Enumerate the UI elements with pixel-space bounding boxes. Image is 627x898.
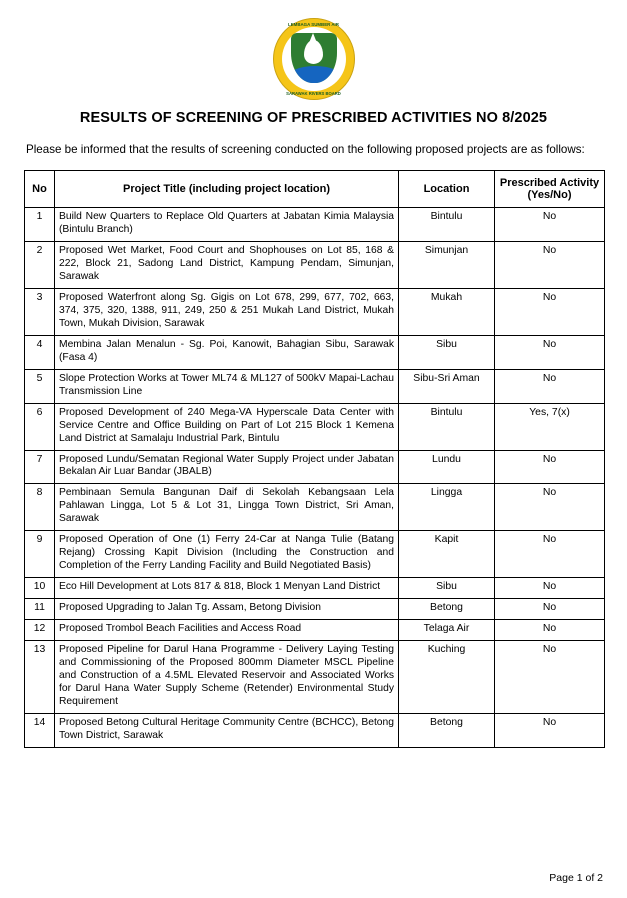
cell-no: 14 xyxy=(25,714,55,748)
table-row xyxy=(25,450,605,484)
logo-water-drop-icon xyxy=(304,40,323,64)
table-header-row xyxy=(25,170,605,207)
table-row xyxy=(25,288,605,335)
screening-results-table xyxy=(24,170,605,748)
table-row xyxy=(25,335,605,369)
cell-no: 6 xyxy=(25,403,55,450)
cell-prescribed-activity: No xyxy=(495,207,605,241)
table-row xyxy=(25,241,605,288)
cell-project-title: Proposed Wet Market, Food Court and Shophouses on Lot 85, 168 & 222, Block 21, Sadong Land District, Kampung Pendam, Simunjan, Sarawak xyxy=(55,241,399,288)
cell-project-title: Proposed Pipeline for Darul Hana Programme - Delivery Laying Testing and Commissioning of the Proposed 800mm Diameter MSCL Pipeline and Construction of a 4.5ML Elevated Reservoir and Associated Works for Darul Hana Water Supply Scheme (Retender) Environmental Study Requirement xyxy=(55,641,399,714)
table-row xyxy=(25,641,605,714)
cell-location: Sibu xyxy=(399,578,495,599)
cell-no: 1 xyxy=(25,207,55,241)
cell-prescribed-activity: No xyxy=(495,450,605,484)
cell-no: 9 xyxy=(25,531,55,578)
cell-location: Sibu xyxy=(399,335,495,369)
table-row xyxy=(25,207,605,241)
cell-no: 5 xyxy=(25,369,55,403)
cell-prescribed-activity: No xyxy=(495,620,605,641)
cell-prescribed-activity: No xyxy=(495,335,605,369)
cell-location: Kapit xyxy=(399,531,495,578)
cell-project-title: Proposed Development of 240 Mega-VA Hyperscale Data Center with Service Centre and Office Building on Part of Lot 215 Block 1 Kemena Land District at Samalaju Industrial Park, Bintulu xyxy=(55,403,399,450)
cell-prescribed-activity: No xyxy=(495,578,605,599)
cell-prescribed-activity: No xyxy=(495,599,605,620)
organization-logo xyxy=(24,18,603,100)
intro-paragraph: Please be informed that the results of screening conducted on the following proposed projects are as follows: xyxy=(26,143,585,156)
cell-prescribed-activity: No xyxy=(495,369,605,403)
cell-location: Betong xyxy=(399,714,495,748)
cell-location: Sibu-Sri Aman xyxy=(399,369,495,403)
cell-location: Lundu xyxy=(399,450,495,484)
cell-location: Kuching xyxy=(399,641,495,714)
cell-no: 12 xyxy=(25,620,55,641)
cell-prescribed-activity: No xyxy=(495,241,605,288)
cell-location: Bintulu xyxy=(399,207,495,241)
cell-prescribed-activity: No xyxy=(495,288,605,335)
cell-project-title: Proposed Betong Cultural Heritage Community Centre (BCHCC), Betong Town District, Sarawak xyxy=(55,714,399,748)
logo-icon xyxy=(273,18,355,100)
column-header-no: No xyxy=(25,170,55,207)
table-row xyxy=(25,369,605,403)
table-row xyxy=(25,484,605,531)
cell-project-title: Build New Quarters to Replace Old Quarters at Jabatan Kimia Malaysia (Bintulu Branch) xyxy=(55,207,399,241)
logo-bottom-text: SARAWAK RIVERS BOARD xyxy=(286,91,341,96)
cell-location: Telaga Air xyxy=(399,620,495,641)
cell-prescribed-activity: Yes, 7(x) xyxy=(495,403,605,450)
page-title: RESULTS OF SCREENING OF PRESCRIBED ACTIVITIES NO 8/2025 xyxy=(79,110,548,126)
cell-location: Betong xyxy=(399,599,495,620)
cell-location: Simunjan xyxy=(399,241,495,288)
cell-prescribed-activity: No xyxy=(495,641,605,714)
cell-no: 10 xyxy=(25,578,55,599)
cell-project-title: Proposed Waterfront along Sg. Gigis on Lot 678, 299, 677, 702, 663, 374, 375, 320, 1388, 911, 249, 250 & 251 Mukah Land District, Mukah Town, Mukah Division, Sarawak xyxy=(55,288,399,335)
table-row xyxy=(25,599,605,620)
cell-prescribed-activity: No xyxy=(495,531,605,578)
page-footer: Page 1 of 2 xyxy=(549,872,603,884)
cell-no: 2 xyxy=(25,241,55,288)
cell-project-title: Eco Hill Development at Lots 817 & 818, Block 1 Menyan Land District xyxy=(55,578,399,599)
table-row xyxy=(25,620,605,641)
cell-project-title: Proposed Trombol Beach Facilities and Access Road xyxy=(55,620,399,641)
cell-prescribed-activity: No xyxy=(495,714,605,748)
cell-no: 8 xyxy=(25,484,55,531)
cell-no: 13 xyxy=(25,641,55,714)
table-body xyxy=(25,207,605,747)
cell-no: 4 xyxy=(25,335,55,369)
logo-water-wave xyxy=(291,66,337,83)
cell-project-title: Proposed Upgrading to Jalan Tg. Assam, Betong Division xyxy=(55,599,399,620)
cell-location: Lingga xyxy=(399,484,495,531)
table-row xyxy=(25,403,605,450)
cell-project-title: Slope Protection Works at Tower ML74 & ML127 of 500kV Mapai-Lachau Transmission Line xyxy=(55,369,399,403)
cell-project-title: Proposed Operation of One (1) Ferry 24-Car at Nanga Tulie (Batang Rejang) Crossing Kapit Division (Including the Construction and Completion of the Ferry Landing Facility and Build Negotiated Basis) xyxy=(55,531,399,578)
cell-prescribed-activity: No xyxy=(495,484,605,531)
logo-top-text: LEMBAGA SUMBER AIR xyxy=(288,22,339,27)
column-header-location: Location xyxy=(399,170,495,207)
cell-project-title: Pembinaan Semula Bangunan Daif di Sekolah Kebangsaan Lela Pahlawan Lingga, Lot 5 & Lot 31, Lingga Town District, Sri Aman, Sarawak xyxy=(55,484,399,531)
cell-location: Mukah xyxy=(399,288,495,335)
column-header-prescribed-activity: Prescribed Activity (Yes/No) xyxy=(495,170,605,207)
table-row xyxy=(25,531,605,578)
table-row xyxy=(25,578,605,599)
cell-no: 7 xyxy=(25,450,55,484)
cell-project-title: Proposed Lundu/Sematan Regional Water Supply Project under Jabatan Bekalan Air Luar Bandar (JBALB) xyxy=(55,450,399,484)
cell-no: 3 xyxy=(25,288,55,335)
cell-no: 11 xyxy=(25,599,55,620)
table-row xyxy=(25,714,605,748)
cell-project-title: Membina Jalan Menalun - Sg. Poi, Kanowit, Bahagian Sibu, Sarawak (Fasa 4) xyxy=(55,335,399,369)
column-header-project-title: Project Title (including project location) xyxy=(55,170,399,207)
cell-location: Bintulu xyxy=(399,403,495,450)
